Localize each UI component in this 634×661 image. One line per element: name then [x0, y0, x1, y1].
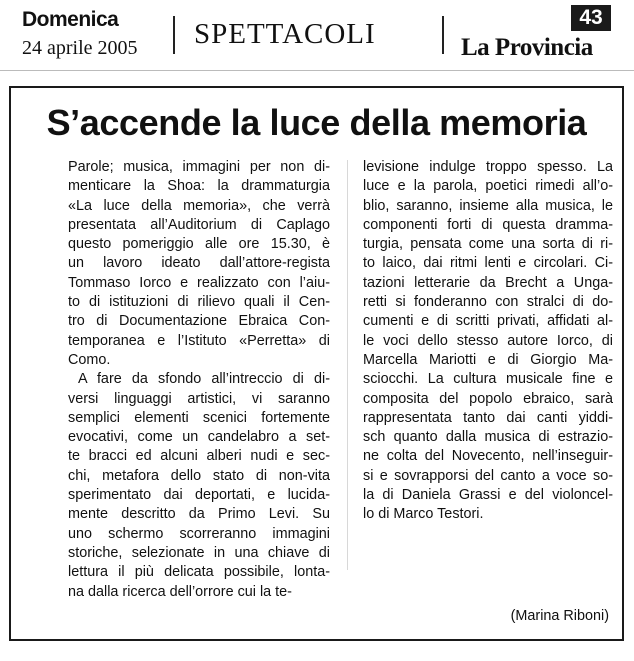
issue-day: Domenica [22, 8, 119, 31]
article-text-line: le voci dello stesso autore Iorco, di [363, 332, 613, 349]
article-text-line: evocativi, come un candelabro a set- [68, 429, 330, 446]
article-text-line: temporanea e l’Istituto «Perretta» di [68, 332, 330, 349]
article-text-line: composita del popolo ebraico, sarà [363, 390, 613, 407]
column-divider [347, 160, 348, 570]
article-text-line: Tommaso Iorco e realizzato con l’aiu- [68, 274, 330, 291]
article-text-line: to laico, dai ritmi lenti e circolari. Ci- [363, 255, 613, 272]
newspaper-name: La Provincia [461, 34, 593, 61]
page-number: 43 [571, 5, 611, 31]
article-text-line: sch quanto dalla musica di estrazio- [363, 429, 613, 446]
article-headline: S’accende la luce della memoria [46, 102, 587, 143]
masthead [0, 0, 634, 70]
article-text-line: rappresentata tanto dai canti yiddi- [363, 409, 613, 426]
article-text-line: uno schermo scorreranno immagini [68, 525, 330, 542]
article-text-line: un lavoro ideato dall’attore-regista [68, 255, 330, 272]
article-text-line: tazioni letterarie da Brecht a Unga- [363, 274, 613, 291]
article-column-right [363, 158, 613, 525]
article-text-line: lettura il più delicata possibile, lonta- [68, 564, 330, 581]
article-text-line: componenti forti di questa dramma- [363, 216, 613, 233]
article-text-line: na dalla ricerca dell’orrore cui la te- [68, 583, 292, 600]
article-text-line: turgia, pensata come una sorta di ri- [363, 236, 613, 253]
article-text-line: luce e la parola, poetici rimedi all’o- [363, 178, 613, 195]
issue-date: 24 aprile 2005 [22, 37, 138, 59]
article-text-line: to di istituzioni di rilievo quali il Cen- [68, 294, 330, 311]
article-text-line: retti si fonderanno con stralci di do- [363, 294, 613, 311]
section-title: SPETTACOLI [194, 18, 376, 50]
article-text-line: versi linguaggi artistici, vi saranno [68, 390, 330, 407]
article-text-line: sciocchi. La cultura musicale fine e [363, 371, 613, 388]
article-text-line: Marcella Mariotti e di Giorgio Ma- [363, 351, 613, 368]
article-text-line: tro di Documentazione Ebraica Con- [68, 313, 330, 330]
article-text-line: la di Daniela Grassi e del violoncel- [363, 487, 613, 504]
masthead-divider [173, 16, 175, 54]
article-text-line: «La luce della memoria», che verrà [68, 197, 330, 214]
article-text-line: mente descritto da Primo Levi. Su [68, 506, 330, 523]
article-text-line: A fare da sfondo all’intreccio di di- [78, 371, 330, 388]
article-text-line: chi, metafora dello stato di non-vita [68, 467, 330, 484]
article-text-line: menticare la Shoa: la drammaturgia [68, 178, 330, 195]
article-column-left [68, 158, 330, 602]
article-text-line: questo pomeriggio alle ore 15.30, è [68, 236, 330, 253]
article-text-line: presentata all’Auditorium di Caplago [68, 216, 330, 233]
article-text-line: blio, saranno, insieme alla musica, le [363, 197, 613, 214]
article-text-line: Como. [68, 351, 111, 368]
article-text-line: storiche, selezionate in una chiave di [68, 544, 330, 561]
masthead-divider [442, 16, 444, 54]
article-box [9, 86, 624, 641]
article-text-line: semplici elementi scenici fortemente [68, 409, 330, 426]
article-text-line: ne colta del Novecento, nell’inseguir- [363, 448, 613, 465]
article-text-line: levisione indulge troppo spesso. La [363, 159, 613, 175]
article-text-line: Parole; musica, immagini per non di- [68, 159, 330, 175]
article-text-line: lo di Marco Testori. [363, 506, 484, 523]
article-text-line: te bracci ed alcuni alberi nudi e sec- [68, 448, 330, 465]
article-text-line: cumenti e di scritti privati, affidati al- [363, 313, 613, 330]
article-byline: (Marina Riboni) [510, 608, 609, 624]
masthead-rule [0, 70, 634, 71]
article-text-line: sperimentato dai deportati, e lucida- [68, 487, 330, 504]
article-text-line: si e sovrapporsi del canto a voce so- [363, 467, 613, 484]
